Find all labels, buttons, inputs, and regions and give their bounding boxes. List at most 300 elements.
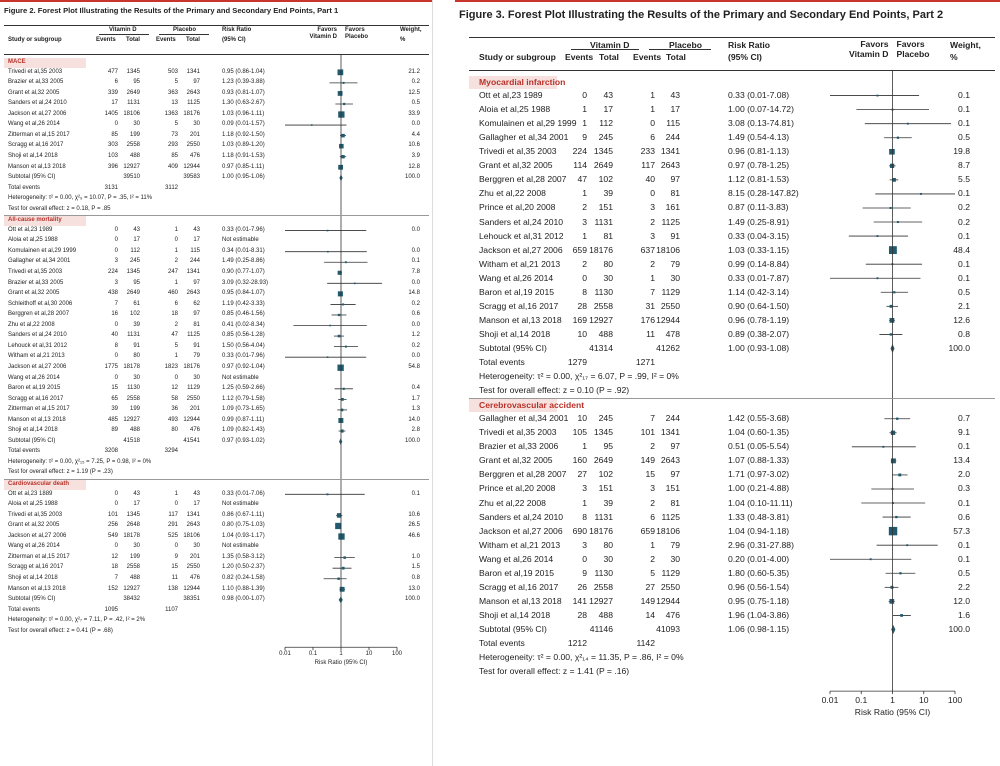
x-tick-label: 100: [947, 695, 963, 706]
vitd-total: 2649: [593, 455, 613, 466]
risk-ratio-ci: Not estimable: [222, 374, 259, 381]
placebo-total-header: Total: [186, 37, 200, 43]
weight-value: 0.6: [958, 511, 970, 522]
weight-value: 12.5: [408, 89, 420, 96]
study-name: Total events: [8, 184, 41, 191]
study-name: Zhu et al,22 2008: [8, 321, 55, 328]
placebo-total: 18106: [656, 244, 680, 255]
study-name: Shoji et al,14 2018: [479, 328, 551, 339]
vitd-events: 0: [114, 543, 118, 550]
risk-ratio-ci-header: (95% CI): [728, 52, 762, 62]
placebo-total: 476: [189, 574, 200, 581]
study-name: Subtotal (95% CI): [479, 342, 547, 353]
risk-ratio-ci: 0.99 (0.14-8.84): [728, 258, 790, 269]
weight-value: 0.1: [958, 553, 970, 564]
risk-ratio-ci: 0.80 (0.75-1.03): [222, 522, 265, 529]
placebo-events: 1: [650, 539, 655, 550]
study-name: Trivedi et al,35 2003: [8, 511, 63, 518]
placebo-total: 91: [193, 342, 200, 349]
vitd-span-rule: [99, 34, 149, 35]
weight-value: 1.0: [411, 553, 420, 560]
heterogeneity-text: Heterogeneity: τ² = 0.00, χ²₇ = 7.11, P = .42, I² = 2%: [8, 617, 146, 624]
study-name: Berggren et al,28 2007: [8, 311, 70, 318]
study-name: Berggren et al,28 2007: [479, 174, 567, 185]
vitd-total: 81: [603, 230, 613, 241]
vitd-total: 2648: [126, 522, 140, 529]
vitd-events: 1775: [104, 363, 118, 370]
placebo-span-rule: [649, 49, 711, 50]
study-name: Total events: [479, 638, 525, 648]
placebo-events: 293: [167, 142, 178, 149]
vitd-total: 17: [133, 237, 140, 244]
placebo-total: 2643: [660, 455, 680, 466]
weight-value: 0.5: [411, 100, 420, 107]
placebo-events: 3: [650, 202, 655, 213]
placebo-events: 13: [171, 100, 178, 107]
risk-ratio-ci: 1.50 (0.56-4.04): [222, 342, 265, 349]
weight-value: 9.1: [958, 427, 970, 438]
point-estimate-marker: [899, 572, 901, 574]
placebo-span-rule: [159, 34, 209, 35]
weight-value: 0.2: [958, 216, 970, 227]
study-name: Brazier et al,33 2005: [8, 79, 64, 86]
weight-value: 0.1: [411, 490, 420, 497]
point-estimate-marker: [890, 333, 892, 335]
study-name: Wang et al,26 2014: [8, 543, 60, 550]
vitd-total: 2558: [593, 581, 613, 592]
study-name: Gallagher et al,34 2001: [479, 132, 569, 143]
study-name: Zhu et al,22 2008: [479, 188, 546, 199]
vitd-events: 3: [582, 539, 587, 550]
risk-ratio-ci: 1.03 (0.89-1.20): [222, 142, 265, 149]
weight-value: 1.5: [411, 564, 420, 571]
weight-value: 0.8: [411, 574, 420, 581]
placebo-events: 58: [171, 395, 178, 402]
study-name: Aloia et al,25 1988: [479, 104, 551, 115]
placebo-total: 476: [189, 427, 200, 434]
placebo-total: 79: [193, 353, 200, 360]
heterogeneity-text: Test for overall effect: z = 0.18, P = .85: [8, 205, 111, 212]
study-name: Manson et al,13 2018: [479, 595, 562, 606]
risk-ratio-ci: 2.96 (0.31-27.88): [728, 539, 794, 550]
subgroup-header: [4, 58, 86, 68]
vitd-total: 18176: [589, 525, 613, 536]
placebo-events: 18: [171, 311, 178, 318]
vitd-total: 1345: [126, 269, 140, 275]
risk-ratio-ci: 1.23 (0.39-3.88): [222, 79, 265, 86]
x-tick-label: 10: [365, 651, 373, 658]
vitd-events: 2: [582, 202, 587, 213]
risk-ratio-ci: 1.03 (0.33-1.15): [728, 244, 790, 255]
weight-value: 0.1: [958, 90, 970, 101]
placebo-total: 201: [189, 406, 200, 413]
placebo-events: 11: [646, 328, 655, 339]
study-name: Jackson et al,27 2006: [479, 525, 563, 536]
x-tick-label: 100: [391, 651, 403, 658]
weight-value: 12.6: [953, 314, 970, 325]
figure-2-title: Figure 2. Forest Plot Illustrating the Results of the Primary and Secondary End Points, Part 1: [4, 6, 339, 15]
placebo-total: 43: [670, 90, 680, 101]
point-estimate-marker: [890, 318, 895, 323]
risk-ratio-ci: 0.99 (0.87-1.11): [222, 416, 265, 423]
weight-value: 0.5: [958, 132, 970, 143]
placebo-events: 3: [650, 230, 655, 241]
placebo-total: 1341: [186, 68, 200, 75]
study-name: Lehouck et al,31 2012: [8, 342, 68, 349]
vitd-events: 152: [107, 585, 118, 592]
vitd-events: 1: [582, 104, 587, 115]
subgroup-label: Cardiovascular death: [8, 481, 70, 487]
placebo-events: 138: [167, 585, 178, 592]
placebo-total: 1125: [661, 511, 680, 522]
vitd-total: 80: [603, 258, 613, 269]
placebo-events: 117: [168, 511, 178, 518]
risk-ratio-ci: 0.33 (0.01-7.87): [728, 272, 790, 283]
risk-ratio-ci: 3.09 (0.32-28.93): [222, 279, 269, 286]
placebo-total: 41093: [656, 623, 680, 634]
vitd-events: 3: [114, 279, 118, 286]
study-name: Baron et al,19 2015: [8, 385, 61, 392]
vitd-events: 28: [577, 300, 587, 311]
point-estimate-marker: [877, 235, 879, 237]
vitd-total: 1131: [594, 216, 613, 227]
placebo-events: 117: [641, 160, 655, 171]
point-estimate-marker: [898, 473, 901, 476]
placebo-events: 1823: [164, 363, 178, 370]
risk-ratio-ci: 1.09 (0.73-1.65): [222, 406, 265, 413]
point-estimate-marker: [890, 305, 893, 308]
placebo-events: 73: [171, 131, 178, 138]
vitd-total: 488: [598, 328, 613, 339]
subgroup-label: Cerebrovascular accident: [479, 400, 585, 411]
placebo-total: 12944: [183, 163, 200, 170]
placebo-total: 2550: [186, 564, 200, 571]
risk-ratio-ci: 0.41 (0.02-8.34): [222, 321, 265, 328]
subgroup-rule: [4, 215, 429, 216]
risk-ratio-ci: 0.97 (0.92-1.04): [222, 363, 265, 370]
placebo-events: 11: [171, 574, 178, 581]
point-estimate-marker: [338, 69, 344, 75]
weight-value: 7.8: [411, 269, 420, 275]
point-estimate-marker: [342, 567, 345, 570]
study-name: Wang et al,26 2014: [8, 121, 60, 128]
vitd-total: 2558: [126, 395, 140, 402]
vitd-events: 169: [572, 314, 587, 325]
weight-value: 13.4: [953, 455, 970, 466]
study-name: Scragg et al,16 2017: [8, 395, 64, 402]
vitd-events: 17: [111, 100, 118, 107]
vitd-total: 199: [129, 406, 140, 413]
weight-value: 100.0: [404, 596, 420, 603]
weight-value: 0.3: [958, 483, 970, 494]
placebo-total-header: Total: [666, 52, 686, 62]
vitd-total: 17: [603, 104, 613, 115]
risk-ratio-ci: 1.07 (0.88-1.33): [728, 455, 790, 466]
placebo-total: 2643: [186, 522, 200, 529]
placebo-total: 81: [193, 321, 200, 328]
vitd-events: 1: [582, 118, 587, 129]
placebo-events: 493: [167, 416, 178, 423]
placebo-total: 18106: [183, 532, 200, 539]
point-estimate-marker: [338, 533, 344, 539]
vitd-events: 105: [572, 427, 587, 438]
vitd-total: 1131: [127, 332, 140, 339]
placebo-events: 1: [174, 247, 178, 254]
favors-vitamin-d-label: Favors Vitamin D: [309, 27, 337, 40]
vitd-total: 112: [130, 247, 140, 254]
study-name: Witham et al,21 2013: [8, 353, 65, 360]
placebo-events: 40: [645, 174, 655, 185]
vitd-total: 112: [599, 118, 613, 129]
vitd-total: 41146: [589, 623, 613, 634]
risk-ratio-ci: 1.49 (0.25-8.91): [728, 216, 790, 227]
vitd-events: 28: [577, 609, 587, 620]
vitd-total: 18178: [123, 532, 140, 539]
study-name: Total events: [8, 606, 41, 613]
placebo-events: 0: [174, 237, 178, 244]
risk-ratio-ci: 0.90 (0.77-1.07): [222, 269, 265, 275]
vitd-total: 17: [133, 501, 140, 508]
vitd-total: 41314: [589, 342, 613, 353]
placebo-total: 151: [665, 483, 680, 494]
placebo-total: 30: [670, 272, 680, 283]
vitd-total: 39: [603, 188, 613, 199]
study-name: Sanders et al,24 2010: [8, 100, 67, 107]
risk-ratio-ci: 0.93 (0.81-1.07): [222, 89, 265, 96]
study-name: Aloia et al,25 1988: [8, 501, 58, 508]
study-name: Schleithoff et al,30 2006: [8, 300, 73, 307]
vitd-events: 9: [582, 567, 587, 578]
placebo-events: 363: [167, 89, 178, 96]
vitd-total: 43: [133, 226, 140, 233]
vitd-events: 0: [114, 353, 118, 360]
weight-value: 21.2: [408, 68, 420, 75]
risk-ratio-ci: 0.33 (0.01-7.08): [728, 90, 790, 101]
point-estimate-marker: [890, 164, 894, 168]
vitd-total: 102: [598, 469, 613, 480]
x-axis-title: Risk Ratio (95% CI): [314, 659, 368, 666]
vitd-events: 1405: [104, 110, 118, 117]
point-estimate-marker: [877, 277, 879, 279]
risk-ratio-ci: 0.97 (0.93-1.02): [222, 437, 265, 444]
vitd-events: 1095: [104, 606, 118, 613]
vitd-total: 30: [133, 543, 140, 550]
placebo-events: 1: [650, 90, 655, 101]
placebo-total: 2550: [660, 581, 680, 592]
weight-value: 0.0: [411, 353, 420, 360]
placebo-events: 149: [640, 595, 655, 606]
risk-ratio-ci: 0.34 (0.01-8.31): [222, 247, 265, 254]
risk-ratio-ci: 1.33 (0.48-3.81): [728, 511, 790, 522]
vitd-total: 39: [603, 497, 613, 508]
subgroup-rule: [4, 479, 429, 480]
header-rule-top: [4, 25, 429, 26]
placebo-events: 1: [650, 104, 655, 115]
vitd-events: 27: [577, 469, 587, 480]
vitd-events: 0: [114, 121, 118, 128]
vitd-total: 488: [129, 427, 140, 434]
weight-value: 2.0: [958, 469, 970, 480]
placebo-events: 7: [650, 286, 655, 297]
point-estimate-marker: [890, 586, 893, 589]
x-tick-label: 1: [890, 695, 895, 706]
placebo-total: 81: [670, 497, 680, 508]
placebo-events: 291: [167, 522, 178, 529]
vitd-events: 0: [114, 247, 118, 254]
placebo-events: 6: [650, 511, 655, 522]
vitd-events: 141: [572, 595, 587, 606]
weight-value: 0.0: [411, 279, 420, 286]
vitd-events: 101: [107, 511, 118, 518]
study-name: Trivedi et al,35 2003: [479, 427, 557, 438]
placebo-events: 80: [171, 427, 178, 434]
vitd-events: 1: [582, 441, 587, 452]
weight-value: 2.8: [411, 427, 420, 434]
subgroup-label: Myocardial infarction: [479, 77, 566, 87]
weight-value: 0.5: [958, 286, 970, 297]
study-name: Jackson et al,27 2006: [8, 110, 67, 117]
study-name: Ott et al,23 1889: [8, 490, 53, 497]
placebo-events: 1: [174, 490, 178, 497]
risk-ratio-ci: 1.06 (0.98-1.15): [728, 623, 790, 634]
risk-ratio-ci: 0.97 (0.78-1.25): [728, 160, 790, 171]
vitd-events: 1279: [567, 357, 587, 367]
placebo-events-header: Events: [633, 52, 662, 62]
vitd-events: 40: [111, 332, 118, 339]
placebo-header: Placebo: [669, 40, 702, 50]
vitd-events: 3208: [104, 448, 118, 455]
point-estimate-marker: [354, 283, 356, 285]
heterogeneity-text: Heterogeneity: τ² = 0.00, χ²₁₇ = 6.07, P = .99, I² = 0%: [479, 371, 679, 382]
vitd-total: 102: [598, 174, 613, 185]
vitd-events: 12: [111, 553, 118, 560]
placebo-events: 1271: [635, 357, 655, 367]
weight-value: 0.1: [958, 539, 970, 550]
vitd-total: 18176: [589, 244, 613, 255]
x-tick-label: 10: [918, 695, 929, 706]
placebo-total: 2643: [186, 89, 200, 96]
vitd-total: 245: [129, 258, 140, 265]
weight-value: 0.1: [958, 497, 970, 508]
study-name: Zitterman et al,15 2017: [8, 406, 70, 413]
placebo-total: 97: [670, 469, 680, 480]
favors-placebo-label: Favors Placebo: [896, 39, 930, 59]
weight-value: 13.0: [408, 585, 420, 592]
point-estimate-marker: [338, 91, 343, 96]
vitd-total: 43: [603, 90, 613, 101]
study-name: Scragg et al,16 2017: [479, 300, 559, 311]
risk-ratio-ci: 1.04 (0.93-1.17): [222, 532, 265, 539]
vitd-events: 8: [582, 511, 587, 522]
placebo-total: 97: [193, 279, 200, 286]
placebo-events: 247: [167, 269, 178, 275]
vitd-total: 102: [129, 311, 140, 318]
risk-ratio-ci: 0.89 (0.38-2.07): [728, 328, 790, 339]
weight-value: 0.1: [411, 258, 420, 265]
placebo-events: 47: [171, 332, 178, 339]
vitd-total-header: Total: [126, 37, 140, 43]
risk-ratio-ci: 1.96 (1.04-3.86): [728, 609, 790, 620]
study-name: Trivedi et al,35 2003: [8, 269, 63, 275]
weight-value: 4.4: [411, 131, 420, 138]
placebo-events: 14: [645, 609, 655, 620]
placebo-events: 503: [167, 68, 178, 75]
vitd-total: 1345: [593, 427, 613, 438]
point-estimate-marker: [343, 82, 345, 84]
placebo-events: 3294: [164, 448, 178, 455]
placebo-total: 30: [193, 543, 200, 550]
risk-ratio-ci: Not estimable: [222, 543, 259, 550]
vitd-total: 30: [603, 553, 613, 564]
vitd-events: 8: [114, 342, 118, 349]
risk-ratio-ci: 1.71 (0.97-3.02): [728, 469, 790, 480]
vitd-events: 0: [114, 374, 118, 381]
header-rule-bottom: [4, 54, 429, 55]
study-name: Witham et al,21 2013: [479, 258, 561, 269]
point-estimate-marker: [337, 578, 339, 580]
point-estimate-marker: [907, 123, 909, 125]
study-name: Jackson et al,27 2006: [8, 532, 67, 539]
forest-plot-canvas: [0, 0, 1, 1]
risk-ratio-ci: 1.18 (0.92-1.50): [222, 131, 265, 138]
placebo-total: 17: [670, 104, 680, 115]
heterogeneity-text: Test for overall effect: z = 1.19 (P = .23): [8, 469, 113, 476]
placebo-events: 1363: [164, 110, 178, 117]
figure-3-title: Figure 3. Forest Plot Illustrating the Results of the Primary and Secondary End Points, Part 2: [459, 9, 944, 21]
point-estimate-marker: [882, 446, 884, 448]
vitd-total: 245: [598, 132, 613, 143]
vitd-events: 224: [107, 269, 118, 275]
placebo-events: 15: [645, 469, 655, 480]
vitd-total: 1130: [594, 567, 613, 578]
vitd-total: 18178: [123, 363, 140, 370]
placebo-total: 17: [193, 237, 200, 244]
weight-value: 0.1: [958, 188, 970, 199]
study-name: Grant et al,32 2005: [8, 290, 60, 297]
vitd-total: 1345: [593, 146, 613, 157]
vitd-events: 85: [111, 131, 118, 138]
vitd-events: 89: [111, 427, 118, 434]
weight-value: 48.4: [953, 244, 970, 255]
vitd-total: 30: [133, 121, 140, 128]
weight-value: 5.5: [958, 174, 970, 185]
vitd-events: 0: [114, 226, 118, 233]
vitd-total: 2558: [126, 564, 140, 571]
risk-ratio-ci: 1.00 (0.21-4.88): [728, 483, 790, 494]
vitd-events: 256: [107, 522, 118, 529]
x-axis-title: Risk Ratio (95% CI): [854, 707, 931, 718]
vitd-total: 1130: [127, 385, 140, 392]
figure-2-panel: [0, 0, 433, 766]
vitd-total: 2649: [593, 160, 613, 171]
risk-ratio-ci: 0.87 (0.11-3.83): [728, 202, 789, 213]
placebo-events: 3112: [165, 184, 178, 191]
risk-ratio-ci: 0.33 (0.01-7.96): [222, 353, 265, 360]
risk-ratio-ci-header: (95% CI): [222, 37, 246, 43]
point-estimate-marker: [889, 149, 895, 155]
vitd-events: 47: [577, 174, 587, 185]
risk-ratio-ci: 1.12 (0.81-1.53): [728, 174, 790, 185]
placebo-total: 30: [193, 121, 200, 128]
vitd-total: 95: [603, 441, 613, 452]
point-estimate-marker: [341, 134, 344, 137]
placebo-total: 1129: [661, 286, 680, 297]
point-estimate-marker: [870, 558, 872, 560]
vitd-total: 488: [129, 152, 140, 159]
weight-value: 0.4: [411, 385, 420, 392]
placebo-total: 12944: [656, 314, 680, 325]
risk-ratio-ci: 1.49 (0.54-4.13): [728, 132, 790, 143]
